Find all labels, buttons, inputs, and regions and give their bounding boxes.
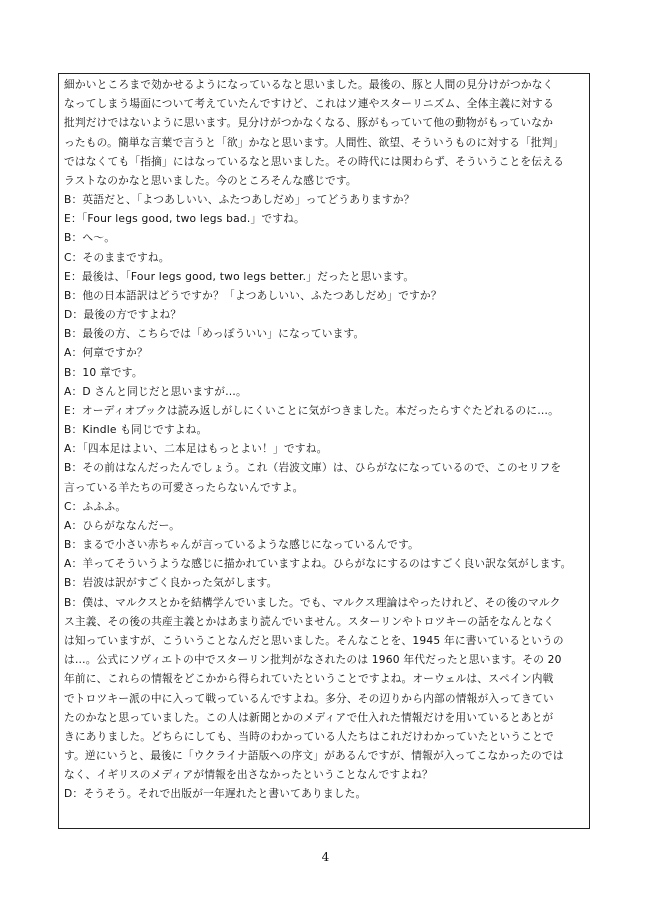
dialogue-line: B：他の日本語訳はどうですか？「よつあしいい、ふたつあしだめ」ですか？ <box>64 288 442 302</box>
dialogue-line: きにありました。どちらにしても、当時のわかっている人たちはこれだけわかっていたということで <box>64 729 554 743</box>
dialogue-line: B：英語だと、「よつあしいい、ふたつあしだめ」ってどうありますか？ <box>64 193 415 207</box>
dialogue-line: A：何章ですか？ <box>64 346 148 360</box>
page-number: 4 <box>321 850 330 864</box>
dialogue-line: D：最後の方ですよね？ <box>64 308 182 322</box>
dialogue-line: E：最後は、「Four legs good, two legs better.」だったと思います。 <box>64 269 415 283</box>
dialogue-line: B：Kindle も同じですよね。 <box>64 423 208 437</box>
dialogue-line: たのかなと思っていました。この人は新聞とかのメディアで仕入れた情報だけを用いているとあとが <box>64 710 554 724</box>
dialogue-line: でトロツキー派の中に入って戦っているんですよね。多分、その辺りから内部の情報が入ってきてい <box>64 691 554 705</box>
dialogue-line: E：オーディオブックは読み返しがしにくいことに気がつきました。本だったらすぐたどれるのに…。 <box>64 403 559 417</box>
text-line: なってしまう場面について考えていたんですけど、これはソ連やスターリニズム、全体主義に対する <box>64 97 554 111</box>
dialogue-line: は知っていますが、こういうことなんだと思いました。そんなことを、1945 年に書いているというの <box>64 633 564 647</box>
dialogue-line: 年前に、これらの情報をどこかから得られていたということですよね。オーウェルは、スペイン内戦 <box>64 672 554 686</box>
dialogue-line: A：羊ってそういうような感じに描かれていますよね。ひらがなにするのはすごく良い訳な気がします。 <box>64 557 572 571</box>
dialogue-line: B：僕は、マルクスとかを結構学んでいました。でも、マルクス理論はやったけれど、その後のマルク <box>64 595 561 609</box>
dialogue-line: A：ひらがななんだー。 <box>64 518 180 532</box>
dialogue-line: C：そのままですね。 <box>64 250 170 264</box>
dialogue-line: B：その前はなんだったんでしょう。これ（岩波文庫）は、ひらがなになっているので、このセリフを <box>64 461 562 475</box>
dialogue-line <box>64 804 585 823</box>
dialogue-line: B：最後の方、こちらでは「めっぽういい」になっています。 <box>64 327 365 341</box>
dialogue-line: B：10 章です。 <box>64 365 143 379</box>
text-line: ラストなのかなと思いました。今のところそんな感じです。 <box>64 173 357 187</box>
dialogue-line: C：ふふふ。 <box>64 499 127 513</box>
dialogue-line: E：「Four legs good, two legs bad.」ですね。 <box>64 212 305 226</box>
text-line: ったもの。簡単な言葉で言うと「欲」かなと思います。人間性、欲望、そういうものに対する「批判」 <box>64 135 564 149</box>
dialogue-line: す。逆にいうと、最後に「ウクライナ語版への序文」があるんですが、情報が入ってこなかったのでは <box>64 749 564 763</box>
dialogue-line: 言っている羊たちの可愛さったらないんですよ。 <box>64 480 304 494</box>
dialogue-line: B：岩波は訳がすごく良かった気がします。 <box>64 576 278 590</box>
dialogue-line: は…。公式にソヴィエトの中でスターリン批判がなされたのは 1960 年代だったと思います。その 20 <box>64 653 562 667</box>
dialogue-line: なく、イギリスのメディアが情報を出さなかったということなんですよね？ <box>64 768 433 782</box>
dialogue-line: B：へ～。 <box>64 231 116 245</box>
dialogue-line: B：まるで小さい赤ちゃんが言っているような感じになっているんです。 <box>64 538 419 552</box>
text-line: ではなくても「指摘」にはなっているなと思いました。その時代には関わらず、そういうことを伝える <box>64 154 564 168</box>
dialogue-line: A：「四本足はよい、二本足はもっとよい！」ですね。 <box>64 442 328 456</box>
text-line: 批判だけではないように思います。見分けがつかなくなる、豚がもっていて他の動物がもっていなか <box>64 116 554 130</box>
text-line: 細かいところまで効かせるようになっているなと思いました。最後の、豚と人間の見分けがつかなく <box>64 78 554 91</box>
dialogue-line: ス主義、その後の共産主義とかはあまり読んでいません。スターリンやトロツキーの話をなんとなく <box>64 614 555 628</box>
transcript-box <box>58 73 590 829</box>
dialogue-line: A：D さんと同じだと思いますが…。 <box>64 384 247 398</box>
dialogue-line: D：そうそう。それで出版が一年遅れたと書いてありました。 <box>64 787 367 801</box>
